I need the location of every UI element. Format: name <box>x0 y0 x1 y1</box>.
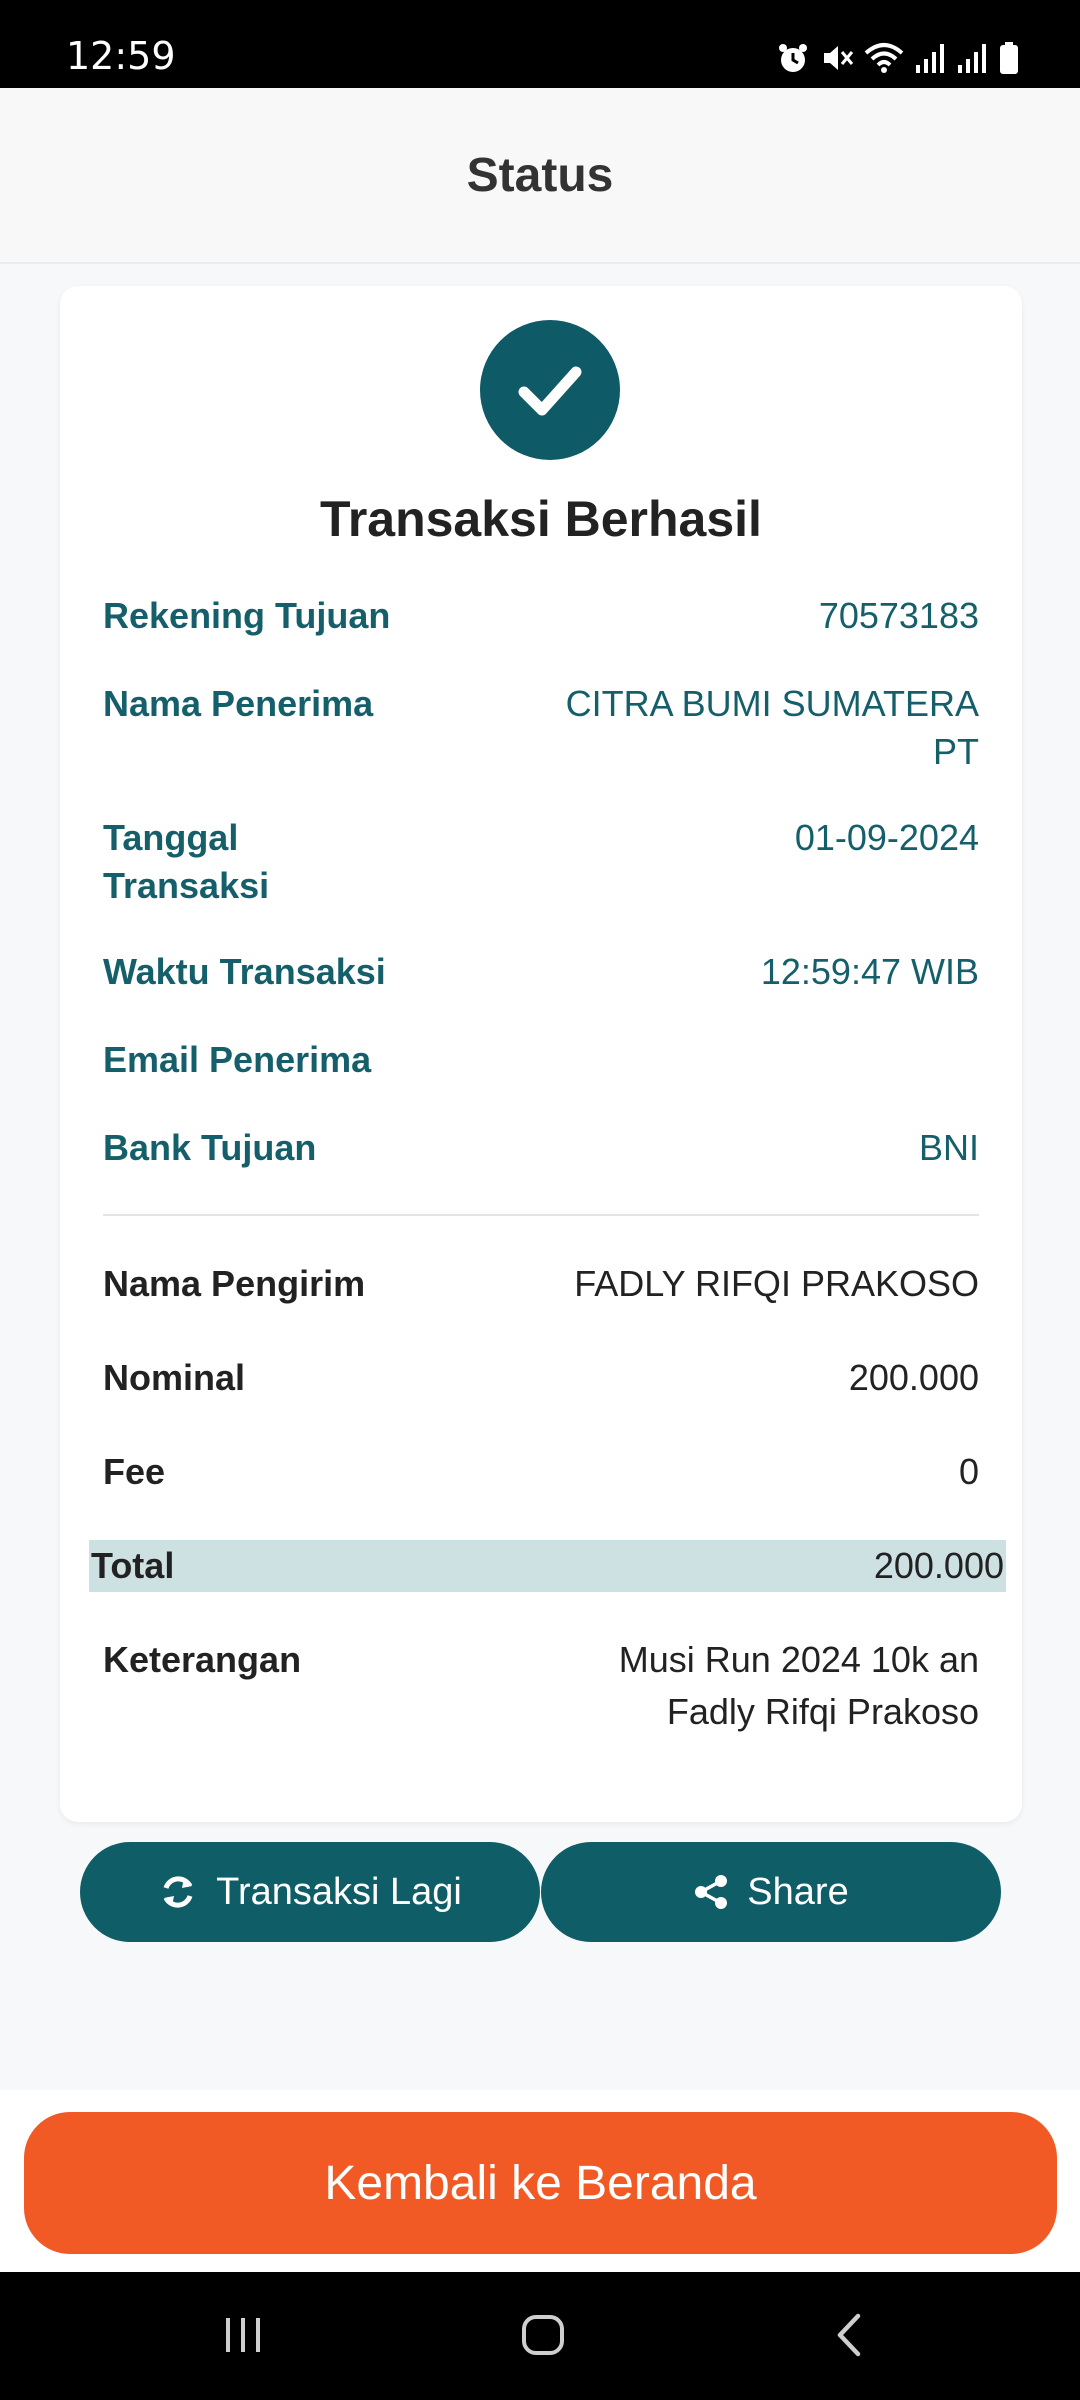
nama-penerima-value-line1: CITRA BUMI SUMATERA <box>565 683 979 724</box>
keterangan-row <box>103 1634 979 1738</box>
share-icon <box>693 1874 729 1910</box>
keterangan-line1: Musi Run 2024 10k an <box>618 1639 979 1680</box>
recents-icon[interactable] <box>220 2312 266 2358</box>
bank-value: BNI <box>918 1127 979 1168</box>
nama-penerima-value-line2: PT <box>932 731 979 772</box>
nama-penerima-label: Nama Penerima <box>103 683 374 724</box>
mute-icon <box>820 41 854 75</box>
success-badge <box>480 320 620 460</box>
alarm-icon <box>776 41 810 75</box>
page-title: Status <box>466 148 614 202</box>
rekening-row <box>103 592 979 640</box>
waktu-value: 12:59:47 WIB <box>760 951 979 992</box>
keterangan-value <box>619 1634 979 1738</box>
receipt-card <box>60 286 1022 1822</box>
tanggal-label-line1: Tanggal <box>103 817 239 858</box>
email-row <box>103 1036 979 1084</box>
pengirim-label: Nama Pengirim <box>103 1263 366 1304</box>
fee-value: 0 <box>958 1451 979 1492</box>
transaksi-lagi-button[interactable] <box>80 1842 540 1942</box>
pengirim-row <box>103 1260 979 1308</box>
rekening-label: Rekening Tujuan <box>103 595 391 636</box>
waktu-row <box>103 948 979 996</box>
wifi-icon <box>864 41 904 75</box>
home-icon[interactable] <box>520 2312 566 2358</box>
refresh-icon <box>158 1872 198 1912</box>
back-to-home-button[interactable] <box>24 2112 1057 2254</box>
success-title: Transaksi Berhasil <box>320 491 762 547</box>
total-row <box>89 1540 1006 1592</box>
status-icons <box>776 40 1020 76</box>
nama-penerima-value <box>566 680 979 776</box>
nominal-row <box>103 1354 979 1402</box>
status-time: 12:59 <box>66 34 176 78</box>
signal-icon <box>914 41 946 75</box>
total-value: 200.000 <box>873 1545 1004 1586</box>
share-button[interactable] <box>541 1842 1001 1942</box>
tanggal-value: 01-09-2024 <box>794 817 979 858</box>
page-header <box>0 88 1080 264</box>
system-nav-bar <box>0 2272 1080 2400</box>
pengirim-value: FADLY RIFQI PRAKOSO <box>574 1263 979 1304</box>
keterangan-line2: Fadly Rifqi Prakoso <box>666 1691 979 1732</box>
total-label: Total <box>91 1545 175 1586</box>
battery-icon <box>998 41 1020 75</box>
email-label: Email Penerima <box>103 1039 372 1080</box>
fee-label: Fee <box>103 1451 166 1492</box>
back-icon[interactable] <box>828 2312 874 2358</box>
fee-row <box>103 1448 979 1496</box>
transaksi-lagi-label: Transaksi Lagi <box>216 1870 462 1913</box>
signal-icon <box>956 41 988 75</box>
tanggal-label <box>103 814 269 910</box>
rekening-value: 70573183 <box>818 595 979 636</box>
keterangan-label: Keterangan <box>103 1639 302 1680</box>
nominal-label: Nominal <box>103 1357 246 1398</box>
bank-row <box>103 1124 979 1172</box>
divider <box>103 1214 979 1216</box>
status-bar <box>0 0 1080 88</box>
nominal-value: 200.000 <box>848 1357 979 1398</box>
waktu-label: Waktu Transaksi <box>103 951 386 992</box>
back-to-home-label: Kembali ke Beranda <box>324 2156 757 2210</box>
share-label: Share <box>747 1870 849 1913</box>
tanggal-label-line2: Transaksi <box>103 865 270 906</box>
bank-label: Bank Tujuan <box>103 1127 317 1168</box>
tanggal-row <box>103 814 979 910</box>
nama-penerima-row <box>103 680 979 776</box>
check-icon <box>512 352 588 428</box>
